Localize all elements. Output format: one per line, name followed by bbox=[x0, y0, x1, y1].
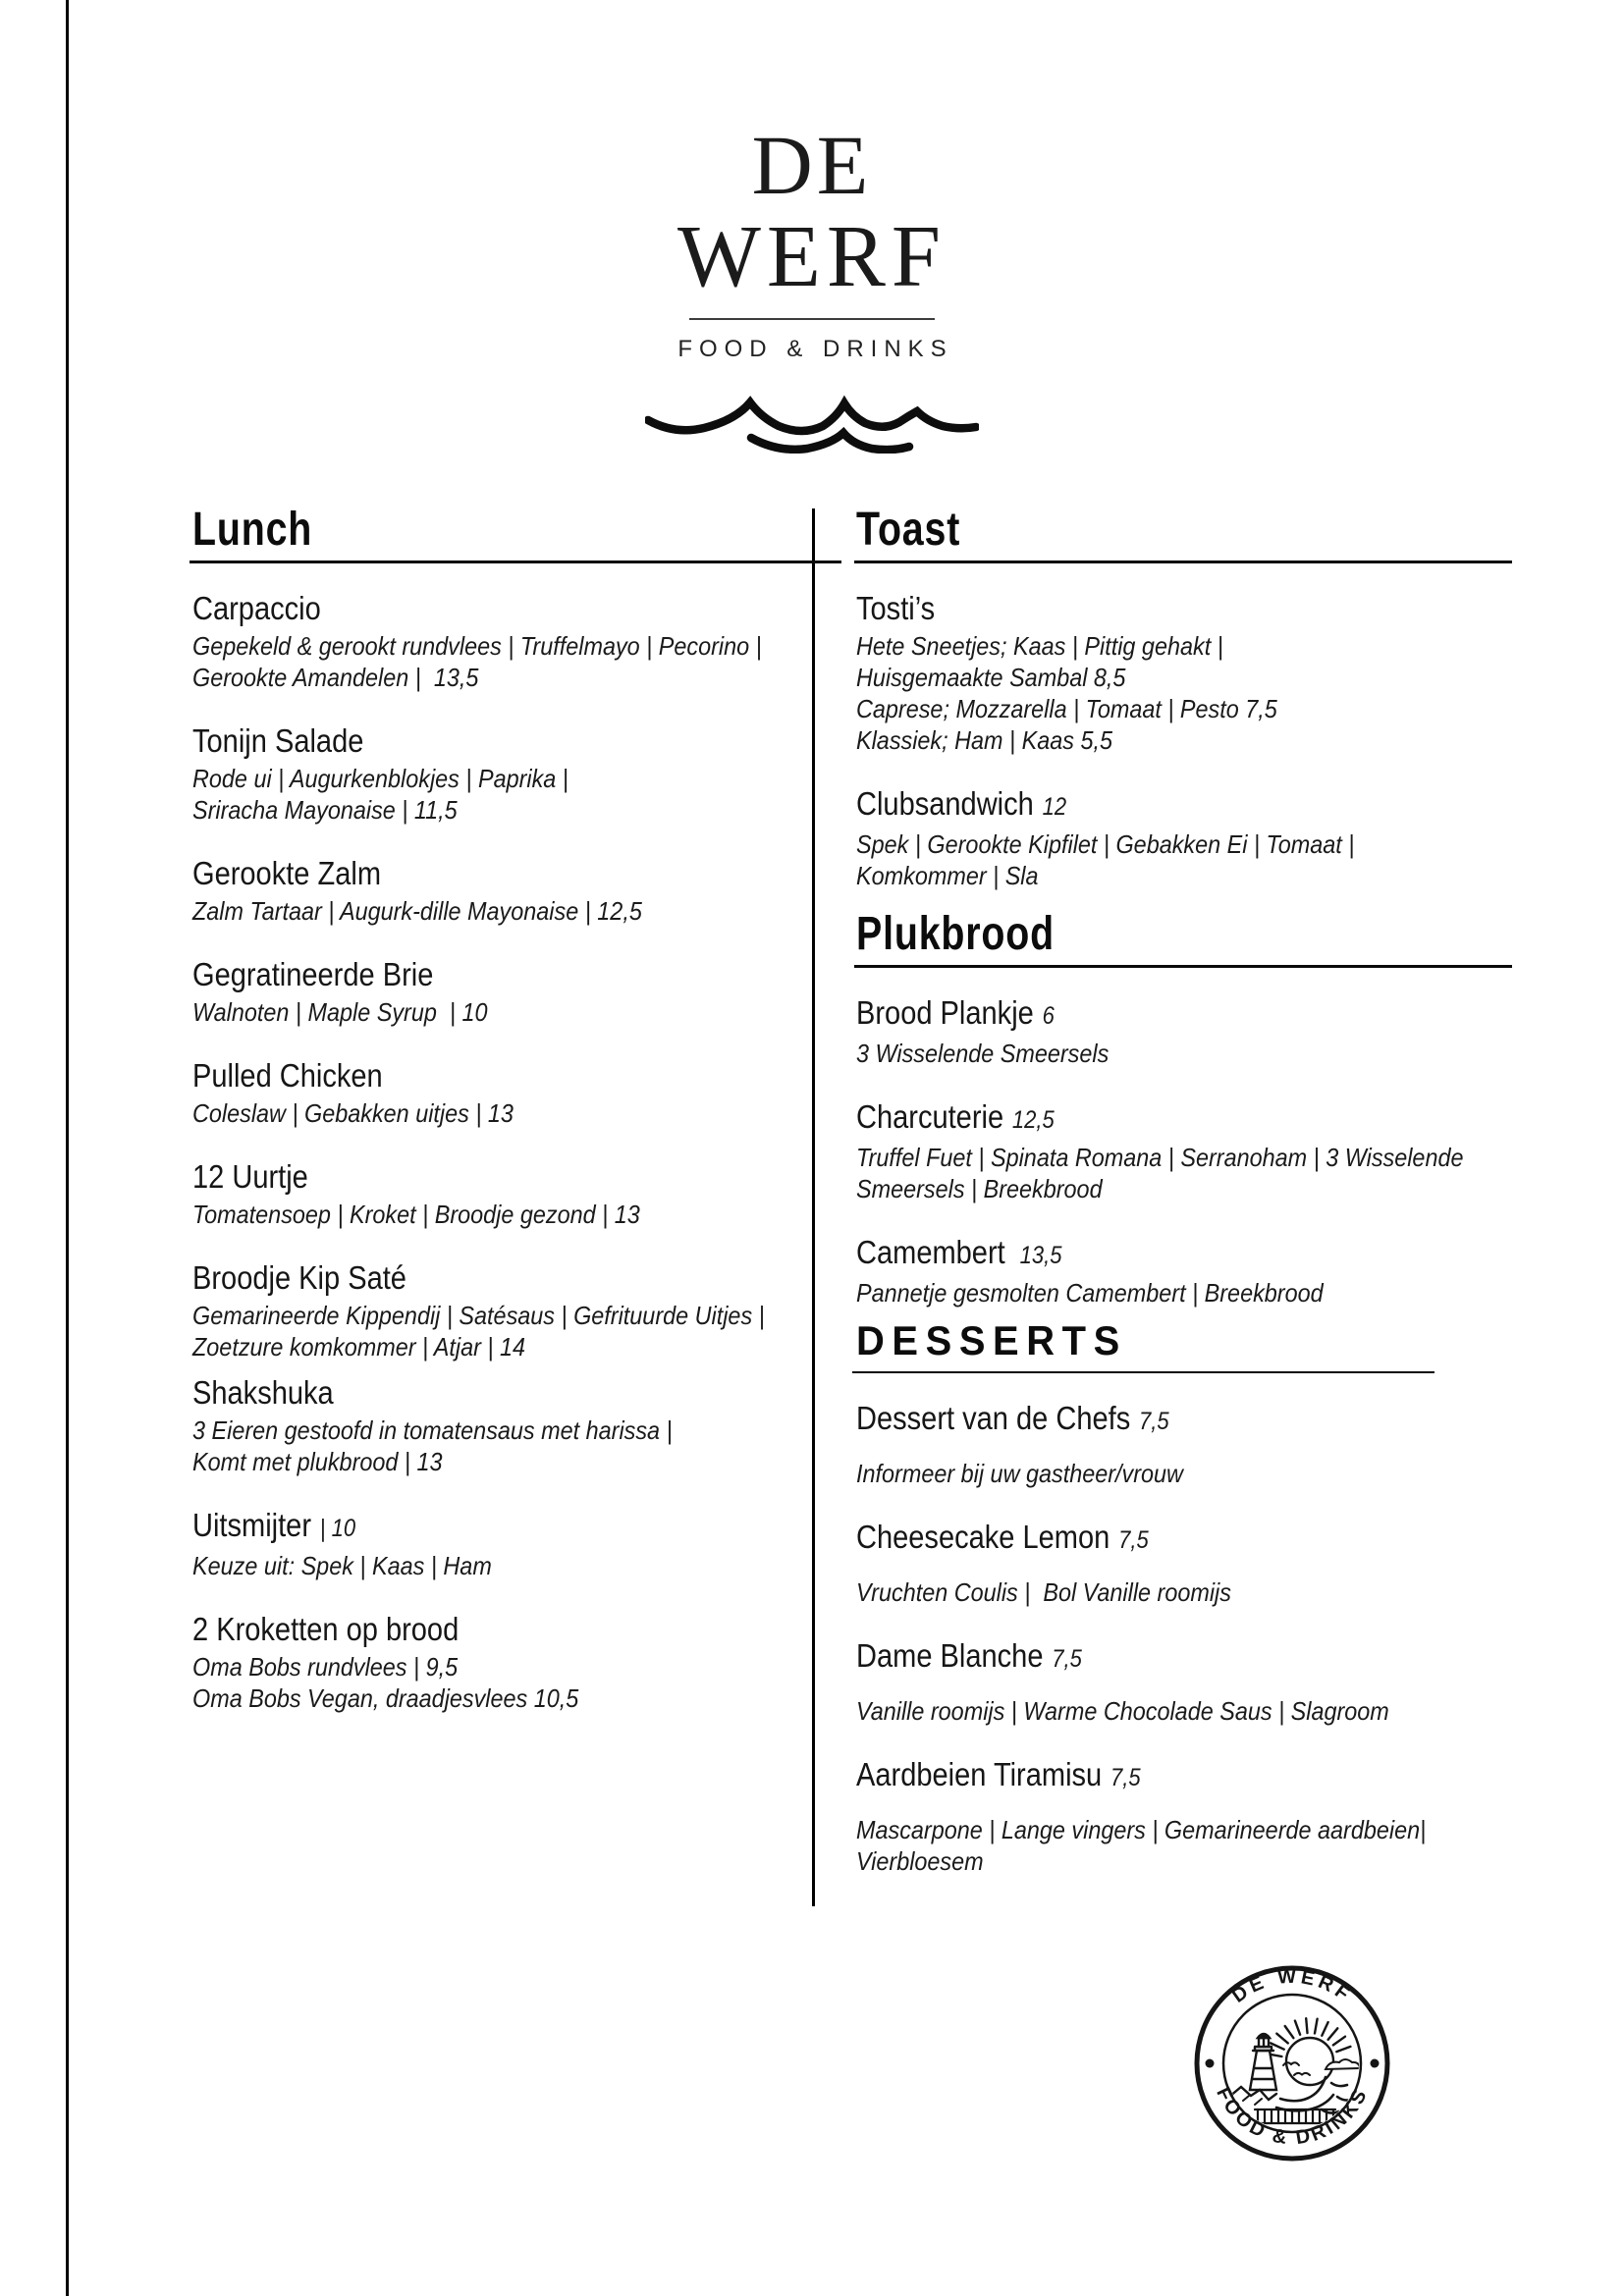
item-description: Oma Bobs rundvlees | 9,5 Oma Bobs Vegan, draadjesvlees 10,5 bbox=[192, 1652, 579, 1713]
item-description: Walnoten | Maple Syrup | 10 bbox=[192, 997, 488, 1027]
item-description: Keuze uit: Spek | Kaas | Ham bbox=[192, 1551, 492, 1580]
menu-item-pulled-chicken bbox=[192, 1057, 850, 1129]
item-description: Hete Sneetjes; Kaas | Pittig gehakt | Huisgemaakte Sambal 8,5 Caprese; Mozzarella | Tomaat | Pesto 7,5 Klassiek; Ham | Kaas 5,5 bbox=[856, 631, 1277, 755]
item-name: Broodje Kip Saté bbox=[192, 1259, 406, 1296]
menu-item-shakshuka bbox=[192, 1374, 850, 1477]
item-name: Cheesecake Lemon 7,5 bbox=[856, 1519, 1149, 1555]
item-description: Spek | Gerookte Kipfilet | Gebakken Ei | Tomaat | Komkommer | Sla bbox=[856, 829, 1355, 890]
item-description: Coleslaw | Gebakken uitjes | 13 bbox=[192, 1098, 514, 1128]
item-description: Vanille roomijs | Warme Chocolade Saus | Slagroom bbox=[856, 1696, 1389, 1726]
item-name: Dame Blanche 7,5 bbox=[856, 1637, 1082, 1674]
waves-icon bbox=[645, 377, 979, 454]
toast-section bbox=[856, 504, 1514, 891]
badge-dot-right bbox=[1371, 2059, 1380, 2068]
menu-item-charcuterie bbox=[856, 1098, 1514, 1204]
item-description: Mascarpone | Lange vingers | Gemarineerde aardbeien| Vierbloesem bbox=[856, 1815, 1427, 1876]
desserts-section bbox=[856, 1319, 1514, 1906]
item-description: Zalm Tartaar | Augurk-dille Mayonaise | 12,5 bbox=[192, 896, 642, 926]
item-name: Brood Plankje 6 bbox=[856, 994, 1055, 1031]
section-rule-desserts bbox=[852, 1371, 1435, 1373]
section-rule-lunch bbox=[189, 561, 841, 563]
brand-divider-rule bbox=[689, 318, 935, 320]
right-column bbox=[856, 504, 1514, 1876]
section-title-desserts: DESSERTS bbox=[856, 1317, 1127, 1363]
menu-item-uitsmijter bbox=[192, 1507, 850, 1581]
page-edge-rule bbox=[66, 0, 69, 2296]
menu-item-clubsandwich bbox=[856, 785, 1514, 891]
badge-arc-top-text: DE WERF bbox=[1227, 1965, 1357, 2007]
menu-item-cheesecake-lemon bbox=[856, 1519, 1514, 1608]
item-name: Aardbeien Tiramisu 7,5 bbox=[856, 1756, 1141, 1792]
item-price: 12 bbox=[1042, 793, 1067, 821]
menu-item-broodje-kip-sate bbox=[192, 1259, 850, 1362]
item-description: 3 Wisselende Smeersels bbox=[856, 1039, 1110, 1068]
item-name: Gerookte Zalm bbox=[192, 855, 382, 891]
item-name: Tosti’s bbox=[856, 590, 936, 626]
menu-item-gerookte-zalm bbox=[192, 855, 850, 927]
brand-subtitle: FOOD & DRINKS bbox=[677, 336, 953, 362]
item-name: Tonijn Salade bbox=[192, 722, 364, 759]
brand-line-2: WERF bbox=[677, 208, 947, 305]
item-price: 12,5 bbox=[1011, 1106, 1055, 1134]
menu-item-gegratineerde-brie bbox=[192, 956, 850, 1028]
item-description: 3 Eieren gestoofd in tomatensaus met harissa | Komt met plukbrood | 13 bbox=[192, 1415, 673, 1476]
badge-dot-left bbox=[1206, 2059, 1215, 2068]
item-name: Gegratineerde Brie bbox=[192, 956, 434, 992]
cloud-icon bbox=[1326, 2059, 1360, 2069]
menu-item-aardbeien-tiramisu bbox=[856, 1756, 1514, 1877]
item-description: Tomatensoep | Kroket | Broodje gezond | 13 bbox=[192, 1200, 640, 1229]
menu-item-tonijn-salade bbox=[192, 722, 850, 826]
menu-item-12-uurtje bbox=[192, 1158, 850, 1230]
item-price: 7,5 bbox=[1052, 1645, 1082, 1673]
item-name: Shakshuka bbox=[192, 1374, 334, 1411]
menu-item-carpaccio bbox=[192, 590, 850, 693]
item-name: Camembert 13,5 bbox=[856, 1234, 1062, 1270]
item-name: 12 Uurtje bbox=[192, 1158, 308, 1195]
rocks-hatch bbox=[1243, 2096, 1262, 2105]
item-price: 7,5 bbox=[1118, 1526, 1149, 1554]
item-description: Rode ui | Augurkenblokjes | Paprika | Sriracha Mayonaise | 11,5 bbox=[192, 764, 568, 825]
brand-line-1: DE bbox=[751, 118, 873, 212]
item-price: | 10 bbox=[319, 1515, 356, 1542]
item-description: Gepekeld & gerookt rundvlees | Truffelmayo | Pecorino | Gerookte Amandelen | 13,5 bbox=[192, 631, 762, 692]
item-description: Pannetje gesmolten Camembert | Breekbrood bbox=[856, 1278, 1324, 1308]
section-title-toast: Toast bbox=[856, 504, 961, 556]
menu-item-brood-plankje bbox=[856, 994, 1514, 1069]
lunch-column bbox=[192, 504, 850, 1743]
section-title-plukbrood: Plukbrood bbox=[856, 908, 1055, 960]
item-description: Informeer bij uw gastheer/vrouw bbox=[856, 1459, 1183, 1488]
item-description: Gemarineerde Kippendij | Satésaus | Gefrituurde Uitjes | Zoetzure komkommer | Atjar | 14 bbox=[192, 1301, 765, 1362]
item-name: Uitsmijter | 10 bbox=[192, 1507, 356, 1543]
menu-item-dessert-van-de-chefs bbox=[856, 1400, 1514, 1489]
section-title-lunch: Lunch bbox=[192, 504, 313, 556]
section-rule-plukbrood bbox=[854, 965, 1512, 968]
menu-item-tostis bbox=[856, 590, 1514, 756]
item-name: 2 Kroketten op brood bbox=[192, 1611, 460, 1647]
section-rule-toast bbox=[854, 561, 1512, 563]
badge-arc-bottom-text: FOOD & DRINKS bbox=[1212, 2084, 1373, 2150]
menu-item-2-kroketten bbox=[192, 1611, 850, 1714]
item-description: Truffel Fuet | Spinata Romana | Serranoham | 3 Wisselende Smeersels | Breekbrood bbox=[856, 1143, 1464, 1203]
menu-item-camembert bbox=[856, 1234, 1514, 1308]
item-name: Charcuterie 12,5 bbox=[856, 1098, 1055, 1135]
item-name: Pulled Chicken bbox=[192, 1057, 383, 1094]
brand-wordmark bbox=[616, 120, 1008, 458]
lighthouse-icon bbox=[1250, 2034, 1276, 2090]
item-price: 13,5 bbox=[1013, 1242, 1062, 1269]
item-name: Clubsandwich 12 bbox=[856, 785, 1067, 822]
item-description: Vruchten Coulis | Bol Vanille roomijs bbox=[856, 1577, 1231, 1607]
item-name: Carpaccio bbox=[192, 590, 321, 626]
item-price: 6 bbox=[1042, 1002, 1055, 1030]
badge-stamp bbox=[1189, 1960, 1395, 2166]
item-name: Dessert van de Chefs 7,5 bbox=[856, 1400, 1169, 1436]
item-price: 7,5 bbox=[1110, 1764, 1141, 1791]
plukbrood-section bbox=[856, 908, 1514, 1338]
item-price: 7,5 bbox=[1139, 1408, 1169, 1435]
menu-item-dame-blanche bbox=[856, 1637, 1514, 1727]
